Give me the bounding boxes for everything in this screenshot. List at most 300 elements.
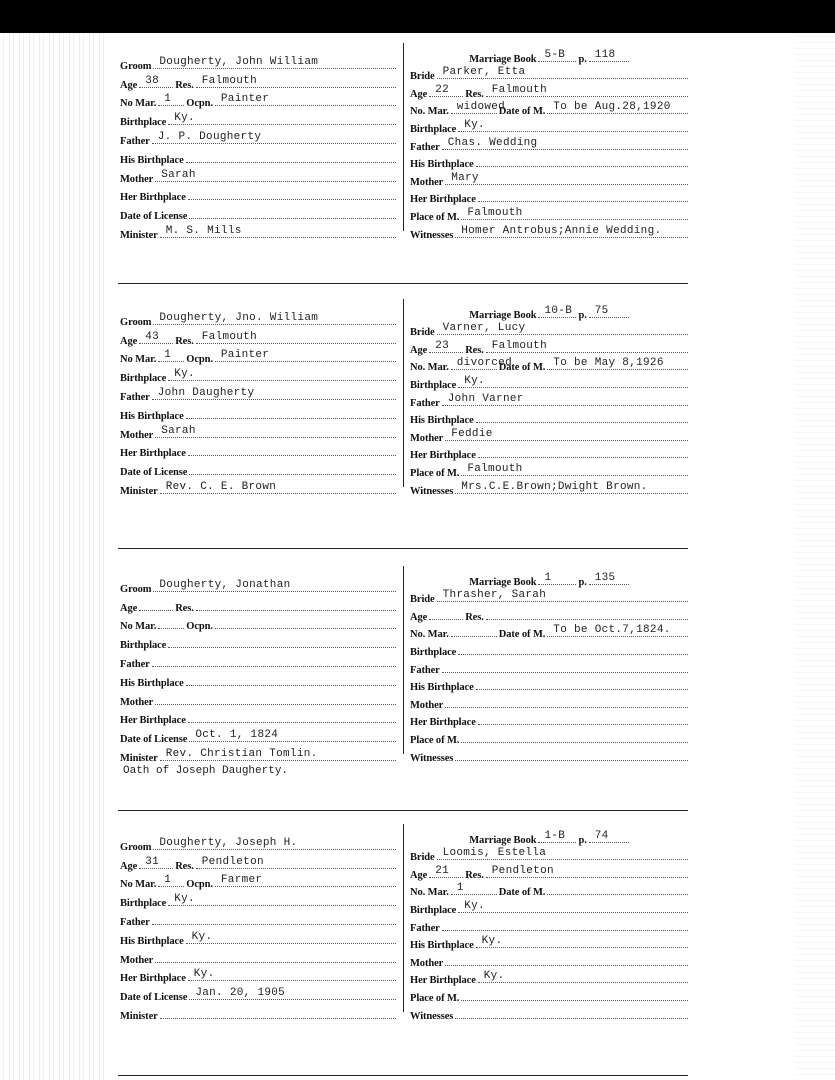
groom-birthplace-label: Birthplace (120, 898, 167, 910)
bride-res-label: Res. (465, 344, 484, 356)
groom-no-mar-field (158, 614, 184, 629)
groom-birthplace-field (168, 366, 396, 381)
marriage-book-value: 10-B (544, 304, 573, 317)
bride-column (410, 828, 690, 1022)
form-row (120, 147, 398, 166)
place-of-marriage-label: Place of M. (410, 734, 460, 746)
bride-father-label: Father (410, 922, 440, 934)
form-row (410, 223, 690, 241)
form-row (120, 947, 398, 966)
form-row (410, 1004, 690, 1022)
column-divider (403, 43, 404, 231)
minister-field (160, 223, 396, 238)
date-of-license-value: Jan. 20, 1905 (195, 987, 286, 1000)
form-row (120, 890, 398, 909)
bride-his-birthplace-label: His Birthplace (410, 940, 474, 952)
form-row (120, 651, 398, 670)
column-divider (403, 299, 404, 487)
witnesses-label: Witnesses (410, 485, 454, 497)
marriage-book-value: 1 (544, 571, 552, 584)
groom-label: Groom (120, 841, 152, 853)
date-of-marriage-label: Date of M. (498, 362, 546, 374)
bride-father-label: Father (410, 664, 440, 676)
bride-his-birthplace-label: His Birthplace (410, 682, 474, 694)
bride-field (437, 845, 688, 860)
groom-birthplace-label: Birthplace (120, 373, 167, 385)
bride-her-birthplace-field (478, 710, 688, 725)
date-of-marriage-label: Date of M. (498, 106, 546, 118)
form-row (410, 711, 690, 729)
groom-mother-field (155, 690, 396, 705)
bride-no-mar-value: widowed (456, 101, 506, 114)
bride-mother-field (445, 951, 688, 966)
groom-birthplace-value: Ky. (174, 112, 195, 125)
form-row (410, 205, 690, 223)
bride-his-birthplace-field (476, 408, 688, 423)
form-row (410, 969, 690, 987)
groom-ocpn-value: Farmer (220, 874, 263, 887)
bride-age-label: Age (410, 88, 428, 100)
groom-his-birthplace-label: His Birthplace (120, 677, 184, 689)
groom-father-field (152, 385, 396, 400)
form-row (410, 676, 690, 694)
bride-her-birthplace-field (478, 968, 688, 983)
form-row (120, 459, 398, 478)
groom-label: Groom (120, 60, 152, 72)
marriage-book-page-field (589, 303, 629, 318)
date-of-license-field (189, 985, 396, 1000)
groom-mother-label: Mother (120, 696, 154, 708)
bride-birthplace-label: Birthplace (410, 379, 457, 391)
groom-ocpn-field (215, 91, 396, 106)
groom-her-birthplace-value: Ky. (193, 968, 215, 981)
marriage-book-value: 1-B (544, 829, 566, 842)
marriage-book-page-field (589, 47, 629, 62)
marriage-book-page-label: p. (578, 576, 587, 588)
bride-no-mar-label: No. Mar. (410, 887, 449, 899)
groom-his-birthplace-field (186, 148, 396, 163)
bride-field (437, 64, 688, 79)
form-row (120, 909, 398, 928)
place-of-marriage-field (461, 461, 688, 476)
form-row (120, 853, 398, 872)
groom-mother-label: Mother (120, 954, 154, 966)
form-row (410, 153, 690, 171)
form-row (120, 109, 398, 128)
groom-no-mar-value: 1 (164, 349, 172, 362)
bride-age-value: 22 (435, 83, 450, 96)
date-of-license-field (189, 204, 396, 219)
bride-res-field (486, 605, 688, 620)
form-row (120, 384, 398, 403)
groom-her-birthplace-label: Her Birthplace (120, 448, 186, 460)
groom-age-label: Age (120, 860, 138, 872)
marriage-book-page-label: p. (578, 834, 587, 846)
bride-no-mar-label: No. Mar. (410, 362, 449, 374)
record-note: Oath of Joseph Daugherty. (123, 765, 289, 777)
groom-no-mar-value: 1 (164, 874, 172, 887)
bride-mother-value: Feddie (451, 427, 493, 440)
minister-field (160, 746, 396, 761)
form-row (410, 881, 690, 899)
form-row (410, 409, 690, 427)
bride-father-label: Father (410, 141, 440, 153)
marriage-book-page-value: 74 (594, 829, 609, 842)
bride-column (410, 303, 690, 497)
bride-her-birthplace-label: Her Birthplace (410, 450, 476, 462)
bride-age-field (429, 863, 463, 878)
form-row (120, 222, 398, 241)
bride-her-birthplace-field (478, 443, 688, 458)
groom-res-field (196, 329, 396, 344)
marriage-book-page-label: p. (578, 309, 587, 321)
form-row (120, 708, 398, 727)
bride-age-value: 23 (435, 339, 450, 352)
minister-value: Rev. Christian Tomlin. (165, 747, 318, 760)
form-row (410, 135, 690, 153)
groom-father-field (152, 910, 396, 925)
groom-birthplace-field (168, 633, 396, 648)
groom-mother-field (155, 423, 396, 438)
bride-label: Bride (410, 71, 435, 83)
witnesses-value: Mrs.C.E.Brown;Dwight Brown. (461, 480, 648, 493)
date-of-marriage-field (547, 99, 688, 114)
groom-res-field (196, 596, 396, 611)
bride-birthplace-value: Ky. (464, 374, 485, 387)
groom-his-birthplace-label: His Birthplace (120, 410, 184, 422)
form-row (410, 728, 690, 746)
bride-her-birthplace-value: Ky. (483, 970, 505, 983)
groom-birthplace-label: Birthplace (120, 117, 167, 129)
date-of-marriage-label: Date of M. (498, 629, 546, 641)
form-row (410, 640, 690, 658)
bride-label: Bride (410, 852, 435, 864)
bride-father-value: John Varner (447, 392, 524, 405)
bride-age-label: Age (410, 344, 428, 356)
marriage-book-row (410, 47, 690, 65)
witnesses-field (455, 746, 688, 761)
form-row (120, 1003, 398, 1022)
scan-left-edge (0, 33, 105, 1080)
groom-father-label: Father (120, 916, 150, 928)
bride-her-birthplace-label: Her Birthplace (410, 717, 476, 729)
marriage-book-row (410, 303, 690, 321)
marriage-book-page-label: p. (578, 53, 587, 65)
record-separator (118, 548, 688, 549)
groom-ocpn-value: Painter (220, 93, 270, 106)
marriage-book-field (538, 828, 576, 843)
form-row (410, 117, 690, 135)
minister-field (160, 1004, 396, 1019)
bride-res-label: Res. (465, 611, 484, 623)
marriage-book-field (538, 570, 576, 585)
date-of-license-label: Date of License (120, 992, 188, 1004)
record-separator (118, 1075, 688, 1076)
groom-field (153, 310, 396, 325)
form-row (120, 441, 398, 460)
bride-her-birthplace-field (478, 187, 688, 202)
minister-value: Rev. C. E. Brown (165, 480, 277, 493)
form-row (410, 426, 690, 444)
bride-no-mar-label: No. Mar. (410, 106, 449, 118)
bride-his-birthplace-label: His Birthplace (410, 159, 474, 171)
groom-column (120, 576, 398, 764)
groom-father-label: Father (120, 658, 150, 670)
groom-ocpn-label: Ocpn. (186, 98, 213, 110)
bride-no-mar-field (451, 355, 512, 370)
groom-his-birthplace-field (186, 404, 396, 419)
groom-mother-field (155, 167, 396, 182)
bride-father-field (442, 916, 688, 931)
groom-her-birthplace-field (188, 708, 396, 723)
groom-column (120, 53, 398, 241)
form-row (120, 872, 398, 891)
bride-res-value: Pendleton (491, 864, 554, 877)
place-of-marriage-value: Falmouth (467, 206, 523, 219)
marriage-book-value: 5-B (544, 48, 566, 61)
minister-label: Minister (120, 1010, 158, 1022)
groom-mother-label: Mother (120, 173, 154, 185)
bride-mother-field (445, 693, 688, 708)
bride-res-label: Res. (465, 88, 484, 100)
form-row (410, 916, 690, 934)
witnesses-field (455, 1004, 688, 1019)
groom-no-mar-label: No Mar. (120, 621, 157, 633)
form-row (120, 478, 398, 497)
bride-mother-label: Mother (410, 957, 444, 969)
scan-right-edge (795, 33, 835, 1080)
record-separator (118, 283, 688, 284)
groom-birthplace-value: Ky. (174, 893, 195, 906)
groom-father-field (152, 652, 396, 667)
groom-field (153, 54, 396, 69)
bride-mother-label: Mother (410, 699, 444, 711)
place-of-marriage-field (461, 728, 688, 743)
bride-mother-label: Mother (410, 432, 444, 444)
form-row (410, 863, 690, 881)
form-row (120, 185, 398, 204)
record-separator (118, 810, 688, 811)
bride-no-mar-value: divorced (456, 357, 512, 370)
minister-label: Minister (120, 485, 158, 497)
form-row (120, 632, 398, 651)
groom-father-label: Father (120, 391, 150, 403)
form-row (120, 614, 398, 633)
date-of-marriage-value: To be Oct.7,1824. (553, 624, 671, 637)
groom-value: Dougherty, Joseph H. (159, 836, 298, 849)
form-row (410, 321, 690, 339)
date-of-marriage-value: To be May 8,1926 (553, 357, 664, 370)
bride-label: Bride (410, 327, 435, 339)
form-row (120, 72, 398, 91)
groom-no-mar-field (158, 347, 184, 362)
bride-birthplace-value: Ky. (464, 899, 485, 912)
form-row (120, 365, 398, 384)
form-row (120, 745, 398, 764)
scan-top-border (0, 0, 835, 33)
form-row (120, 984, 398, 1003)
bride-res-field (486, 82, 688, 97)
bride-value: Loomis, Estella (442, 847, 547, 860)
form-row (410, 82, 690, 100)
date-of-license-label: Date of License (120, 211, 188, 223)
groom-value: Dougherty, John William (159, 55, 319, 68)
bride-mother-field (445, 170, 688, 185)
column-divider (403, 824, 404, 1012)
form-row (410, 951, 690, 969)
groom-age-label: Age (120, 79, 138, 91)
groom-birthplace-field (168, 891, 396, 906)
bride-age-field (429, 338, 463, 353)
column-divider (403, 566, 404, 754)
bride-birthplace-field (458, 117, 688, 132)
place-of-marriage-label: Place of M. (410, 211, 460, 223)
groom-age-label: Age (120, 602, 138, 614)
form-row (410, 588, 690, 606)
form-row (410, 986, 690, 1004)
form-row (120, 347, 398, 366)
groom-birthplace-field (168, 110, 396, 125)
marriage-book-label: Marriage Book (469, 53, 537, 65)
bride-birthplace-label: Birthplace (410, 904, 457, 916)
groom-birthplace-label: Birthplace (120, 640, 167, 652)
bride-no-mar-field (451, 622, 497, 637)
bride-no-mar-label: No. Mar. (410, 629, 449, 641)
form-row (120, 576, 398, 595)
form-row (120, 670, 398, 689)
groom-his-birthplace-field (186, 929, 396, 944)
groom-column (120, 834, 398, 1022)
groom-ocpn-label: Ocpn. (186, 621, 213, 633)
groom-ocpn-field (215, 347, 396, 362)
bride-father-value: Chas. Wedding (447, 136, 538, 149)
groom-res-field (196, 73, 396, 88)
form-row (410, 934, 690, 952)
bride-age-field (429, 82, 463, 97)
groom-mother-value: Sarah (161, 168, 196, 181)
place-of-marriage-field (461, 205, 688, 220)
bride-value: Varner, Lucy (442, 322, 526, 335)
groom-ocpn-label: Ocpn. (186, 354, 213, 366)
witnesses-label: Witnesses (410, 752, 454, 764)
groom-birthplace-value: Ky. (174, 368, 195, 381)
groom-age-label: Age (120, 335, 138, 347)
groom-no-mar-label: No Mar. (120, 98, 157, 110)
marriage-book-label: Marriage Book (469, 309, 537, 321)
groom-ocpn-value: Painter (220, 349, 270, 362)
groom-res-value: Falmouth (201, 330, 257, 343)
marriage-book-page-value: 118 (594, 48, 616, 61)
witnesses-label: Witnesses (410, 1010, 454, 1022)
bride-res-field (486, 338, 688, 353)
groom-res-value: Pendleton (201, 855, 264, 868)
bride-her-birthplace-label: Her Birthplace (410, 975, 476, 987)
bride-father-label: Father (410, 397, 440, 409)
groom-age-field (139, 596, 173, 611)
bride-father-field (442, 658, 688, 673)
date-of-marriage-field (547, 880, 688, 895)
bride-no-mar-value: 1 (456, 882, 464, 895)
bride-birthplace-label: Birthplace (410, 123, 457, 135)
bride-his-birthplace-field (476, 675, 688, 690)
groom-ocpn-label: Ocpn. (186, 879, 213, 891)
witnesses-field (455, 223, 688, 238)
bride-field (437, 320, 688, 335)
place-of-marriage-label: Place of M. (410, 467, 460, 479)
bride-his-birthplace-field (476, 933, 688, 948)
groom-ocpn-field (215, 872, 396, 887)
groom-no-mar-value: 1 (164, 93, 172, 106)
minister-label: Minister (120, 229, 158, 241)
groom-res-label: Res. (175, 602, 194, 614)
form-row (410, 461, 690, 479)
groom-father-field (152, 129, 396, 144)
groom-age-field (139, 73, 173, 88)
groom-ocpn-field (215, 614, 396, 629)
bride-birthplace-value: Ky. (464, 118, 485, 131)
groom-res-label: Res. (175, 860, 194, 872)
marriage-book-row (410, 570, 690, 588)
groom-his-birthplace-label: His Birthplace (120, 935, 184, 947)
form-row (410, 444, 690, 462)
bride-father-field (442, 135, 688, 150)
bride-column (410, 570, 690, 764)
groom-age-value: 38 (145, 74, 160, 87)
date-of-marriage-value: To be Aug.28,1920 (553, 101, 671, 114)
form-row (410, 373, 690, 391)
date-of-marriage-label: Date of M. (498, 887, 546, 899)
groom-his-birthplace-value: Ky. (191, 930, 213, 943)
groom-her-birthplace-label: Her Birthplace (120, 192, 186, 204)
form-row (120, 166, 398, 185)
form-row (410, 846, 690, 864)
bride-no-mar-field (451, 880, 497, 895)
bride-res-value: Falmouth (491, 83, 547, 96)
form-row (410, 479, 690, 497)
groom-res-field (196, 854, 396, 869)
witnesses-label: Witnesses (410, 229, 454, 241)
groom-mother-field (155, 948, 396, 963)
groom-res-value: Falmouth (201, 74, 257, 87)
bride-age-value: 21 (435, 864, 450, 877)
marriage-book-page-field (589, 570, 629, 585)
form-row (120, 928, 398, 947)
minister-field (160, 479, 396, 494)
form-row (410, 188, 690, 206)
form-row (120, 422, 398, 441)
groom-value: Dougherty, Jonathan (159, 578, 291, 591)
groom-her-birthplace-label: Her Birthplace (120, 973, 186, 985)
form-row (410, 65, 690, 83)
groom-her-birthplace-field (188, 441, 396, 456)
form-row (410, 391, 690, 409)
groom-field (153, 835, 396, 850)
groom-age-field (139, 329, 173, 344)
form-row (120, 309, 398, 328)
form-row (410, 338, 690, 356)
groom-age-value: 43 (145, 330, 160, 343)
form-row (120, 328, 398, 347)
form-row (410, 898, 690, 916)
bride-birthplace-label: Birthplace (410, 646, 457, 658)
marriage-book-field (538, 47, 576, 62)
marriage-book-row (410, 828, 690, 846)
form-row (410, 356, 690, 374)
bride-mother-field (445, 426, 688, 441)
bride-field (437, 587, 688, 602)
date-of-marriage-field (547, 622, 688, 637)
place-of-marriage-value: Falmouth (467, 462, 523, 475)
